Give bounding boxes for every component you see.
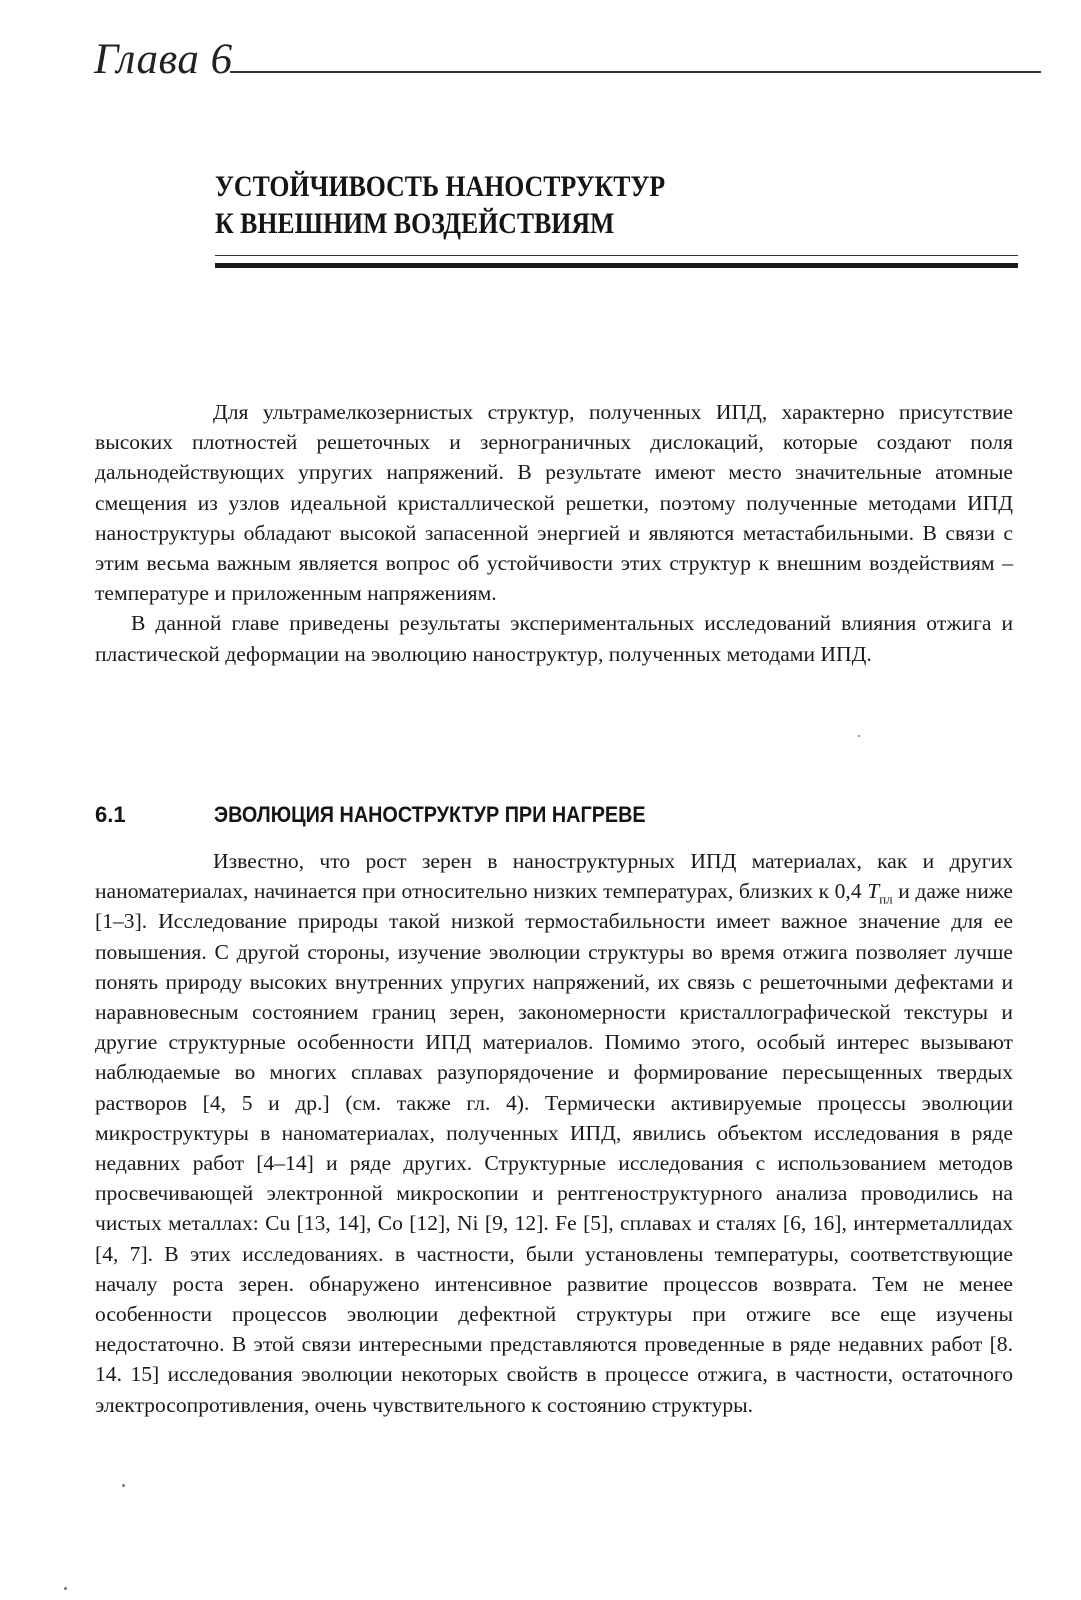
temperature-symbol: T [867, 879, 880, 904]
title-rule-thin [215, 255, 1018, 256]
section-text-rest: и даже ниже [1–3]. Исследование природы такой низкой термостабильности имеет важное значение для ее повышения. С другой стороны, изучение эволюции структуры во время отжига позволяет лучше понять природу высоких внутренних упругих напряжений, их связь с решеточными дефектами и наравновесным состоянием границ зерен, закономерности кристаллографической текстуры и другие структурные особенности ИПД материалов. Помимо этого, особый интерес вызывают наблюдаемые во многих сплавах разупорядочение и формирование пересыщенных твердых растворов [4, 5 и др.] (см. также гл. 4). Термически активируемые процессы эволюции микроструктуры в наноматериалах, полученных ИПД, явились объектом исследования в ряде недавних работ [4–14] и ряде других. Структурные исследования с использованием методов просвечивающей электронной микроскопии и рентгеноструктурного анализа проводились на чистых металлах: Cu [13, 14], Co [12], Ni [9, 12]. Fe [5], сплавах и сталях [6, 16], интерметаллидах [4, 7]. В этих исследованиях. в частности, были установлены температуры, соответствующие началу роста зерен. обнаружено интенсивное развитие процессов возврата. Тем не менее особенности процессов эволюции дефектной структуры при отжиге все еще изучены недостаточно. В этой связи интересными представляются проведенные в ряде недавних работ [8. 14. 15] исследования эволюции некоторых свойств в процессе отжига, в частности, остаточного электросопротивления, очень чувствительного к состоянию структуры. [95, 879, 1014, 1417]
section-title: ЭВОЛЮЦИЯ НАНОСТРУКТУР ПРИ НАГРЕВЕ [214, 802, 646, 827]
chapter-header-rule [230, 71, 1041, 73]
temperature-subscript: пл [879, 891, 893, 907]
intro-paragraph-1: Для ультрамелкозернистых структур, полученных ИПД, характерно присутствие высоких плотностей решеточных и зернограничных дислокаций, которые создают поля дальнодействующих упругих напряжений. В результате имеют место значительные атомные смещения из узлов идеальной кристаллической решетки, поэтому полученные методами ИПД наноструктуры обладают высокой запасенной энергией и являются метастабильными. В связи с этим весьма важным является вопрос об устойчивости этих структур к внешним воздействиям – температуре и приложенным напряжениям. [95, 400, 1013, 606]
scan-speck [122, 1484, 125, 1487]
section-paragraph [95, 846, 1013, 1420]
chapter-title-line-1: УСТОЙЧИВОСТЬ НАНОСТРУКТУР [215, 170, 666, 203]
scan-speck [858, 735, 860, 737]
section-body [95, 846, 1013, 1420]
chapter-header [94, 36, 1041, 84]
section-text-start: Известно, что рост зерен в наноструктурных ИПД материалах, как и других наноматериалах, начинается при относительно низких температурах, близких к 0,4 [95, 849, 1013, 904]
title-rule-thick [215, 263, 1018, 268]
chapter-title-line-2: К ВНЕШНИМ ВОЗДЕЙСТВИЯМ [215, 207, 615, 240]
intro-paragraph-2: В данной главе приведены результаты экспериментальных исследований влияния отжига и пластической деформации на эволюцию наноструктур, полученных методами ИПД. [95, 611, 1013, 666]
scan-speck [64, 1587, 67, 1590]
section-heading [95, 798, 1013, 832]
chapter-title [215, 168, 903, 242]
section-number: 6.1 [95, 802, 126, 827]
chapter-label: Глава 6 [94, 36, 233, 83]
chapter-intro [95, 397, 1013, 669]
